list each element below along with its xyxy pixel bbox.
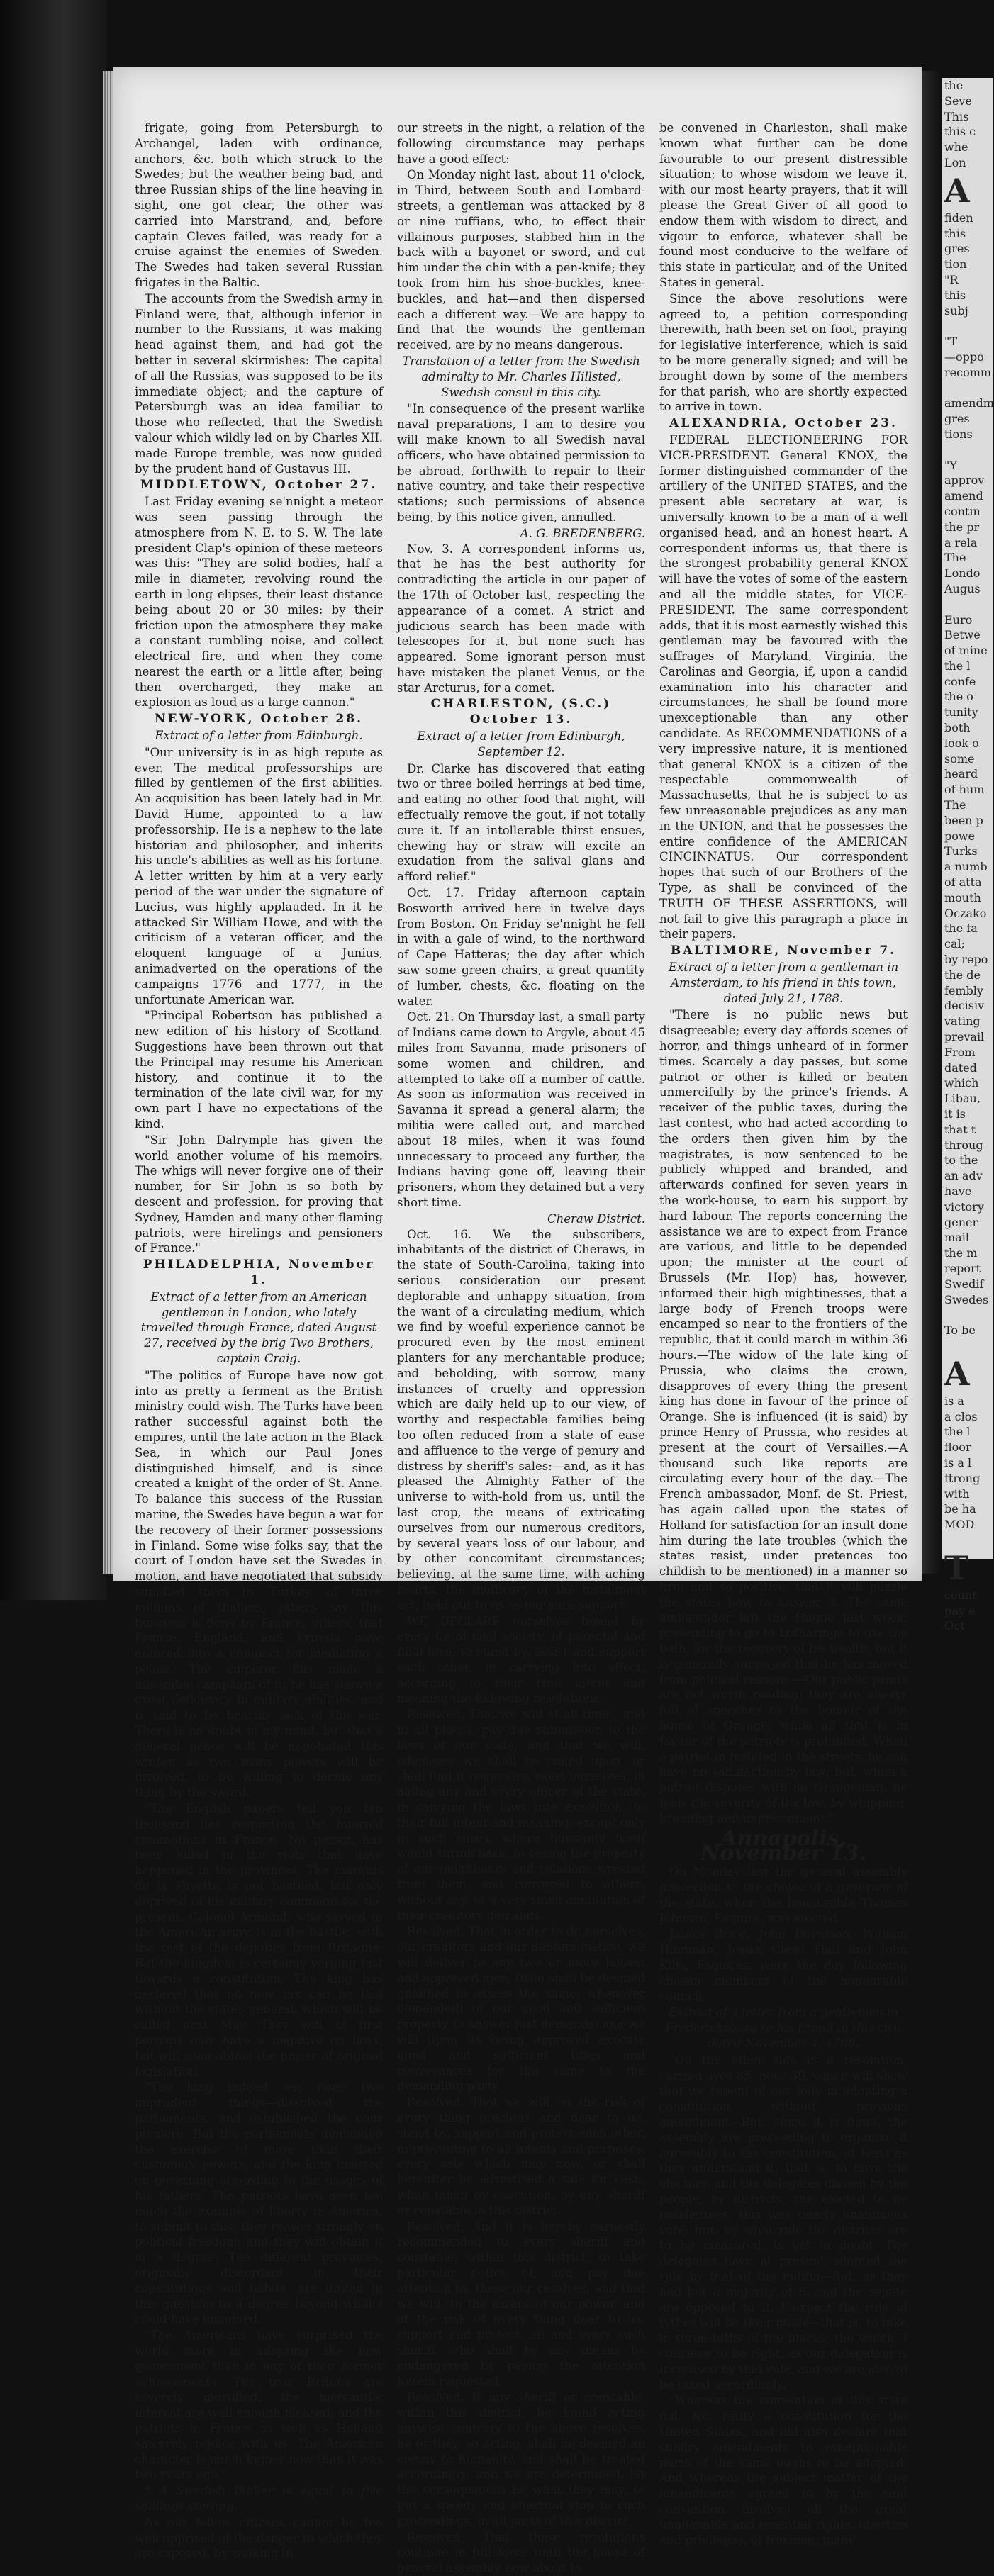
facing-line: Augus [944, 581, 981, 595]
facing-line: heard [944, 767, 978, 781]
article-paragraph: Oct. 21. On Thursday last, a small party of Indians came down to Argyle, about 45 miles from Savanna, made prisoners of some women and children, and attempted to take off a number of cattle. As soon as information was received in Savanna it spread a general alarm; the militia were called out, and marched about 18 miles, when it was found unnecessary to proceed any further, the Indians having gone off, leaving their prisoners, whom they detained but a very short time. [397, 1010, 645, 1209]
article-paragraph: On Monday night last, about 11 o'clock, in Third, between South and Lombard-streets, a gentleman was attacked by 8 or nine ruffians, who, to effect their villainous purposes, stabbed him in the back with a bayonet or sword, and cut him under the chin with a pen-knife; they took from him his shoe-buckles, knee-buckles, and hat—and then dispersed each a different way.—We are happy to find that the wounds the gentleman received, are by no means dangerous. [397, 168, 645, 352]
facing-line: it is [944, 1107, 966, 1121]
article-paragraph: The accounts from the Swedish army in Finland were, that, although inferior in number to the Russians, it was making head against them, and had got the better in several skirmishes: The capital of all the Russias, was supposed to be its immediate object; and the capture of Petersburgh was an idea familiar to those who reflected, that the Swedish valour which wildly led on by Charles XII. made Europe tremble, was now guided by the prudent hand of Gustavus III. [135, 291, 383, 476]
dateline-middletown: MIDDLETOWN, October 27. [140, 478, 378, 493]
resolution: Resolved, That we will, at the risk of every thing precious and dear to us, stand by, support and protect each other, in preventing to all intents and purposes, every sale which may now, or shall hereafter be advertised a sale for cash, when taken by execution, by any sheriff or constable in this district. [397, 2095, 645, 2217]
facing-line: tion [944, 257, 967, 271]
column-3 [659, 121, 908, 2547]
facing-line: decisiv [944, 999, 985, 1013]
resolution: Resolved, That we will at all times, and in all places, pay due submission to the laws of our state; and that we will, whenever we shall be called upon, or shall find it necessary, exert ourselves, in aiding any and every officer of the state, in carrying the laws into execution, to their full intent and meaning; except only in such cases, where humanity itself would shrink back, in seeing the property of our neighbours and relations wrested from them, and conveyed to others, without any, or a very small diminution of their creditors demands. [397, 1708, 645, 1922]
facing-line: a clos [944, 1409, 978, 1423]
facing-line: amendm [944, 396, 994, 410]
book-binding-shadow [0, 0, 106, 1600]
facing-line: the l [944, 659, 971, 673]
facing-line: From [944, 1045, 976, 1059]
facing-line: victory [944, 1199, 984, 1214]
article-paragraph: "The Americans have surprised the world more in adopting the new government than in any of their former achievements. The true Britons are severely mortified; the mercantile interest are well enough pleased; and the patriots in France as well as Holland sincerely rejoice with us. The American character is much higher now than it was two years ago." [135, 2329, 383, 2482]
facing-line: an adv [944, 1169, 983, 1183]
extract-heading: Extract of a letter from Edinburgh. [155, 729, 363, 743]
facing-line: Euro [944, 612, 973, 627]
article-paragraph: "Principal Robertson has published a new edition of his history of Scotland. Suggestions have been thrown out that the Principal may resume his American history, and continue it to the termination of the late civil war, for my own part I have no expectations of the kind. [135, 1009, 383, 1131]
resolution: Resolved, That in order to do ourselves, our creditors and our debtors justice, we will deliver to any two or more honest and approved men, (who shall be deemed qualified to assess the same, whenever demanded) of our good and sufficient property to answer just demands; and we will upon its being approved execute good and sufficient titles and conveyances for the same to the demanding party. [397, 1925, 645, 2093]
facing-line: the fa [944, 922, 978, 936]
extract-heading: Extract of a letter from Edinburgh, September 12. [417, 729, 625, 758]
facing-line: ftrong [944, 1471, 981, 1485]
facing-line: cal; [944, 937, 966, 951]
article-paragraph: "Whereas the convention of this state did, &c. ratify a constitution for the United States, and did also declare that sundry amendments to exceptionable parts of the same ought to be adopted: And whereas the subject matter of the amendments agreed to by the said convention involves all the great unalienable and essential rights, liberties and privileges, of freemen, many [659, 2394, 908, 2547]
facing-line: To be [944, 1323, 976, 1338]
facing-line: dated [944, 1060, 977, 1075]
resolution: Resolved, That these resolutions continue in full force until the house of general assembly now about to [397, 2530, 645, 2575]
facing-line: of hum [944, 783, 985, 797]
facing-line: —oppo [944, 349, 984, 364]
resolution: Resolved, And it is hereby earnestly recommended to every sheriff and constable, within this district, to take particular notice of, and pay due attention to, these our resolves; and that we will, to the extent of our power, and at the risk of every thing dear to us, support and protect, all and every such sheriff, who shall by any means be endangered by paying the attention herein requested. [397, 2219, 645, 2388]
facing-line: The [944, 551, 966, 565]
facing-line: Turks [944, 844, 978, 858]
facing-line: the o [944, 690, 973, 704]
article-paragraph: James Brice, John Davidson, William Hindman, Josias Clewl Hall and John Kilty, Esquires, were the day following chosen members of the honourable council. [659, 1927, 908, 2003]
facing-line: gener [944, 1215, 978, 1229]
dateline-philadelphia: PHILADELPHIA, November 1. [143, 1258, 375, 1287]
article-paragraph: "The king indeed has done two imprudent things—dissolved the parliaments, and established the cour pleniere. But the parliaments demanded the exercise of more than their customary powers; and the king insisted on governing according to the usages of his fathers. The patriots have seen too much the example of liberty in America, to submit to this; they reason strongly on political freedom; and they will obtain it in a degree. The different provinces, originally discordant in their constitutions and habits, are united in this question to a degree beyond what I could have imagined. [135, 2081, 383, 2326]
facing-line [942, 1307, 993, 1323]
facing-line: subj [944, 303, 968, 318]
facing-line: throug [944, 1138, 983, 1152]
facing-line: this [944, 226, 966, 240]
district-label: Cheraw District. [547, 1211, 645, 1226]
article-paragraph: Since the above resolutions were agreed to, a petition corresponding therewith, hath been set on foot, praying for legislative interference, which is said to be more generally signed; and will be brought down by some of the members for that parish, who are shortly expected to arrive in town. [659, 291, 908, 414]
facing-line: powe [944, 829, 976, 843]
facing-line: recomm [944, 365, 992, 379]
dateline-alexandria: ALEXANDRIA, October 23. [669, 416, 898, 431]
article-paragraph: "The politics of Europe have now got into as pretty a ferment as the British ministry could wish. The Turks have been rather successful against both the empires, until the late action in the Black Sea, in which our Paul Jones distinguished himself, and is since created a knight of the order of St. Anne. To balance this success of the Russian marine, the Swedes have begun a war for the recovery of their former possessions in Finland. Some wise folks say, that the court of London have set the Swedes in motion, and have negotiated that subsidy supplied them by Turkey, of three millions of thallers; others say this business is done by France; others, that France, England, and Prussia have entered into a compact for mediating a peace. The emperor has made a miserable campaign of it; he has shewn a great deficiency in military abilities, and is said to be heartily sick of the war. There is no doubt in my mind, but that a general peace will be negotiated this winter, as two many powers will be involved, to be willing to decide any thing by the sword. [135, 1368, 383, 1800]
facing-line [942, 318, 993, 334]
column-1 [135, 121, 383, 2560]
facing-line: MOD [944, 1518, 975, 1532]
article-paragraph: Last Friday evening se'nnight a meteor was seen passing through the atmosphere from N. E. to S. W. The late president Clap's opinion of these meteors was this: "They are solid bodies, half a mile in diameter, revolving round the earth in long elipses, their least distance being about 20 or 30 miles: by their friction upon the atmosphere they make a constant rumbling noise, and collect electrical fire, and when they come nearest the earth or a little after, being then overcharged, they make an explosion as loud as a large cannon." [135, 495, 383, 710]
facing-line: the de [944, 968, 981, 982]
facing-line: a rela [944, 535, 978, 549]
article-paragraph: "Our university is in as high repute as ever. The medical professorships are filled by gentlemen of the first abilities. An acquisition has been lately had in Mr. David Hume, appointed to a law professorship. He is a nephew to the late historian and philosopher, and inherits his uncle's abilities as well as his fortune. A letter written by him at a very early period of the war under the signature of Lucius, was highly applauded. In it he attacked Sir William Howe, and with the criticism of a veteran officer, and the eloquent language of a Junius, animadverted on the operations of the campaigns 1776 and 1777, in the unfortunate American war. [135, 745, 383, 1007]
facing-line: that t [944, 1122, 976, 1136]
extract-heading: Extract of a letter from an American gentleman in London, who lately travelled through France, dated August 27, received by the brig Two Brothers, captain Craig. [140, 1289, 377, 1365]
facing-line: Seve [944, 94, 972, 108]
signature: A. G. BREDENBERG. [520, 526, 645, 540]
facing-line: The [944, 798, 966, 812]
facing-line: gres [944, 242, 970, 256]
facing-line: is a [944, 1394, 964, 1408]
facing-line: contin [944, 504, 981, 518]
facing-line [942, 1338, 993, 1354]
facing-line [942, 442, 993, 458]
facing-line: fembly [944, 983, 983, 997]
facing-line: mail [944, 1231, 969, 1245]
facing-line: "Y [944, 458, 957, 472]
extract-heading: Extract of a letter from a gentleman in Amsterdam, to his friend in this town, dated July 21, 1788. [668, 961, 899, 1005]
facing-line: of mine [944, 644, 988, 658]
article-paragraph: "In consequence of the present warlike naval preparations, I am to desire you will make known to all Swedish naval officers, who have obtained permission to be abroad, forthwith to repair to their native country, and take their respective stations; such permissions of absence being, by this notice given, annulled. [397, 402, 645, 524]
article-paragraph: WE DECLARE ourselves bound by every tie of civil society, of parental and filial love, to stand by, assist and support each other, in carrying into effect, according to their true intent and meaning the following resolutions: [397, 1614, 645, 1706]
facing-line: approv [944, 474, 985, 488]
facing-line: this c [944, 125, 976, 139]
facing-line: Betwe [944, 628, 981, 642]
facing-line: is a l [944, 1455, 972, 1469]
article-paragraph: our streets in the night, a relation of the following circumstance may perhaps have a good effect: [397, 121, 645, 166]
facing-page-fragment [942, 78, 994, 1633]
facing-line: of atta [944, 875, 982, 890]
extract-heading: Extract of a letter from a gentlemen in Fredericksburg to his friend in this city, dated November 4, 1788. [665, 2005, 902, 2051]
article-paragraph: Dr. Clarke has discovered that eating two or three boiled herrings at bed time, and eating no other food that night, will effectually remove the gout, if not totally cure it. If an intollerable thirst ensues, chewing hay or straw will excite an exudation from the salival glans and afford relief." [397, 761, 645, 884]
facing-line [942, 381, 993, 396]
article-paragraph: "Sir John Dalrymple has given the world another volume of his memoirs. The whigs will never forgive one of their number, for Sir John is so both by descent and profession, for proving that Sydney, Hamden and many other flaming patriots, were hirelings and pensioners of France." [135, 1133, 383, 1255]
article-paragraph: frigate, going from Petersburgh to Archangel, laden with ordinance, anchors, &c. both which struck to the Swedes; but the weather being bad, and three Russian ships of the line heaving in sight, one got clear, the other was carried into Marstrand, and, before captain Cleves failed, was ready for a cruise against the enemies of Sweden. The Swedes had taken several Russian frigates in the Baltic. [135, 121, 383, 289]
article-paragraph: As our fellow citizens cannot be too well apprised of the danger to which they are exposed, by walking in [135, 2515, 383, 2560]
facing-line: T [944, 1548, 969, 1587]
article-paragraph: Oct. 16. We the subscribers, inhabitants of the district of Cheraws, in the state of South-Carolina, taking into serious consideration our present deplorable and unhappy situation, from the want of a circulating medium, which we find by woeful experience cannot be procured even by the most eminent planters for any merchantable produce; and beholding, with sorrow, many instances of cruelty and oppression which are daily held up to our view, of worthy and respectable families being too often reduced from a state of ease and affluence to the verge of penury and distress by sheriff's sales:—and, as it has pleased the Almighty Father of the universe to with-hold from us, until the last crop, the means of extricating ourselves from our numerous creditors, by several years loss of our labour, and by other concomitant circumstances; believing, at the same time, with aching hearts, the inefficacy of the instalment act, held out to us as our sure support: [397, 1227, 645, 1612]
dateline-new-york: NEW-YORK, October 28. [154, 712, 364, 727]
article-paragraph: "The English papers tell you ten thousand lies respecting the internal commotions in France. No person has been killed in the riots that have happened in the provinces. The marquis de la Fayette is not bastiled, but only deprived of his military command for the present. Colonel Armand, who served in the American army, is in the bastile, with the rest of the deputies from Britagne. But the kingdom is certainly verging fast towards a constitution. The king has declared that no new tax can be laid without the states general, which will be called next May. They will at first perhaps only have a negative on laws, but will soon obtain the power of original legislation. [135, 1802, 383, 2078]
facing-line: report [944, 1261, 981, 1275]
book-gutter [922, 71, 943, 1574]
facing-line: This [944, 109, 969, 123]
facing-line: both [944, 721, 971, 735]
facing-line: look o [944, 736, 979, 750]
facing-line: floor [944, 1440, 971, 1455]
facing-line: "T [944, 335, 958, 349]
extract-heading: Translation of a letter from the Swedish admiralty to Mr. Charles Hillsted, Swedish consul in this city. [402, 354, 640, 399]
dateline-annapolis: Annapolis, November 13. [700, 1825, 867, 1866]
resolution: Resolved, If any sheriff or constable, within this district, be found acting anywise contrary to the above resolves, he or they, so acting, shall be deemed an enemy to humanity, and shall be treated accordingly: and we are determined, let the consequences be what they may, to put a speedy and effectual stop to such proceedings, in all parts of this district. [397, 2390, 645, 2528]
facing-line: Swedif [944, 1277, 984, 1291]
facing-line: vating [944, 1014, 981, 1029]
article-paragraph: "On the other side is a resolution, carried ayes 85, noes 39, which will shew that we repent of our folly in adopting a constitution without previous amendment—But, since it is done, the assembly are proceeding to organize it agreeably to the constitution, at least as they understand it, that is, to have the electors, and the delegates chosen by the people, by districts, the elected to be residentees; this was nearly unanimous vote; but, by what rule the districts are to be measured, is yet in doubt—The delegates have at present adopted the rule by that of the militia—But, as they had but a majority of 6, and the senate are opposed to it, I expect the rule of tythes will be their guide—that is, to take in three fifths of the blacks, the which, I conceive to be right, as our delegation is increased by that rule, and we are also to be taxed accordingly. [659, 2053, 908, 2392]
facing-line [942, 597, 993, 612]
facing-line: have [944, 1184, 972, 1198]
facing-line: the m [944, 1246, 978, 1260]
facing-line: the [944, 79, 964, 92]
facing-line: mouth [944, 890, 981, 905]
facing-line: Swedes [944, 1292, 989, 1306]
newspaper-page [113, 67, 922, 2575]
facing-line: Oczako [944, 906, 987, 920]
facing-line: this [944, 288, 966, 302]
facing-line: amend [944, 489, 983, 503]
facing-line: pay e [944, 1603, 976, 1618]
facing-line: Londo [944, 566, 981, 581]
facing-line: some [944, 751, 975, 766]
facing-line: prevail [944, 1030, 985, 1044]
facing-line: which [944, 1076, 979, 1090]
facing-line: count [944, 1588, 977, 1602]
article-paragraph: be convened in Charleston, shall make known what further can be done favourable to our present distressible situation; to whose wisdom we leave it, with our most hearty prayers, that it will please the Great Giver of all good to endow them with wisdom to direct, and vigour to enforce, whatever shall be found most conducive to the welfare of this state in particular, and of the United States in general. [659, 121, 908, 289]
facing-line: confe [944, 674, 976, 688]
footnote: * A Swedish thaller is equal to five shillings sterling. [135, 2484, 383, 2513]
facing-line: Libau, [944, 1092, 981, 1106]
facing-line: whe [944, 140, 968, 155]
facing-line: A [944, 1354, 970, 1393]
facing-line: be ha [944, 1502, 976, 1516]
facing-line [942, 1533, 993, 1548]
facing-line: been p [944, 813, 983, 827]
facing-line: a numb [944, 860, 988, 874]
facing-line: tunity [944, 705, 978, 719]
article-paragraph: Oct. 17. Friday afternoon captain Bosworth arrived here in twelve days from Boston. On Friday se'nnight he fell in with a gale of wind, to the northward of Cape Hatteras; the day after which saw some green chairs, a great quantity of lumber, chests, &c. floating on the water. [397, 886, 645, 1008]
facing-line: Lon [944, 155, 966, 169]
facing-line: the pr [944, 520, 980, 534]
facing-line: gres [944, 412, 970, 426]
article-paragraph: FEDERAL ELECTIONEERING FOR VICE-PRESIDENT. General KNOX, the former distinguished commander of the artillery of the UNITED STATES, and the present able secretary at war, is universally known to be a man of a well organised head, and an honest heart. A correspondent informs us, that there is the strongest probability general KNOX will have the votes of some of the eastern and all the middle states, for VICE-PRESIDENT. The same correspondent adds, that it is most earnestly wished this gentleman may be favoured with the suffrages of Maryland, Virginia, the Carolinas and Georgia, if, upon a candid examination into his character and circumstances, he shall be found more unexceptionable than any other candidate. As RECOMMENDATIONS of a very impressive nature, it is mentioned that general KNOX is a citizen of the respectable commonwealth of Massachusetts, that he is subject to as few unreasonable prejudices as any man in the UNION, and that he possesses the entire confidence of the AMERICAN CINCINNATUS. Our correspondent hopes that such of our Brothers of the Type, as shall be convinced of the TRUTH OF THESE ASSERTIONS, will not fail to give this paragraph a place in their papers. [659, 432, 908, 941]
dateline-charleston: CHARLESTON, (S.C.) October 13. [430, 697, 612, 727]
facing-line: to the [944, 1153, 978, 1167]
dateline-baltimore: BALTIMORE, November 7. [670, 943, 897, 958]
facing-line: A [944, 171, 970, 210]
column-2 [397, 121, 645, 2575]
facing-line: "R [944, 272, 959, 286]
facing-line: Oct [944, 1619, 965, 1633]
article-paragraph: On Monday last the general assembly proceeded to the choice of a governor of the state, when the honourable Thomas Johnson, Esquire, was elected. [659, 1865, 908, 1925]
article-paragraph: "There is no public news but disagreeable; every day affords scenes of horror, and things unheard of in former times. Scarcely a day passes, but some patriot or other is killed or beaten unmercifully by the prince's friends. A receiver of the public taxes, during the last contest, who had acted according to the orders then given him by the magistrates, is now sentenced to be publicly whipped and branded, and afterwards confined for seven years in the work-house, to earn his support by hard labour. The reports concerning the assistance we are to expect from France are various, and little to be depended upon; the minister at the court of Brussels (Mr. Hop) has, however, informed their high mightinesses, that a large body of French troops were encamped so near to the frontiers of the republic, that it could march in within 36 hours.—The widow of the late king of Prussia, who claims the crown, disapproves of every thing the present king has done in favour of the prince of Orange. She is influenced (it is said) by prince Henry of Prussia, who resides at present at the court of Versailles.—A thousand such like reports are circulating every hour of the day.—The French ambassador, Monf. de St. Priest, has again called upon the states of Holland for satisfaction for an insult done him during the late troubles (which the states resist, under pretences too childish to be mentioned) in a manner so firm and so positive, that it will puzzle the states how to answer it. The same ambassador left the Hague last week, pretending to go to Lotharinge to use the bath, for the recovery of his health; but it is generally supposed that he has moved from political reasons.—Our public prints are not worth reading; they are always full of speeches to the honour of the house of Orange; while all that is in favour of the patriots is prohibited. When a patriot in insulted in the streets, he can have no satisfaction by law; but, when a patriot disputes with an Orangeman, he feels the severity of the law, by whipping, branding and imprisonment." [659, 1008, 908, 1825]
article-paragraph: Nov. 3. A correspondent informs us, that he has the best authority for contradicting the article in our paper of the 17th of October last, respecting the appearance of a comet. A strict and judicious search has been made with telescopes for it, but none such has appeared. Some ignorant person must have mistaken the planet Venus, or the star Arcturus, for a comet. [397, 542, 645, 695]
facing-line: by repo [944, 953, 988, 967]
facing-line: the l [944, 1425, 971, 1439]
facing-line: fiden [944, 211, 973, 225]
facing-line: tions [944, 427, 973, 441]
facing-line: with [944, 1486, 970, 1501]
